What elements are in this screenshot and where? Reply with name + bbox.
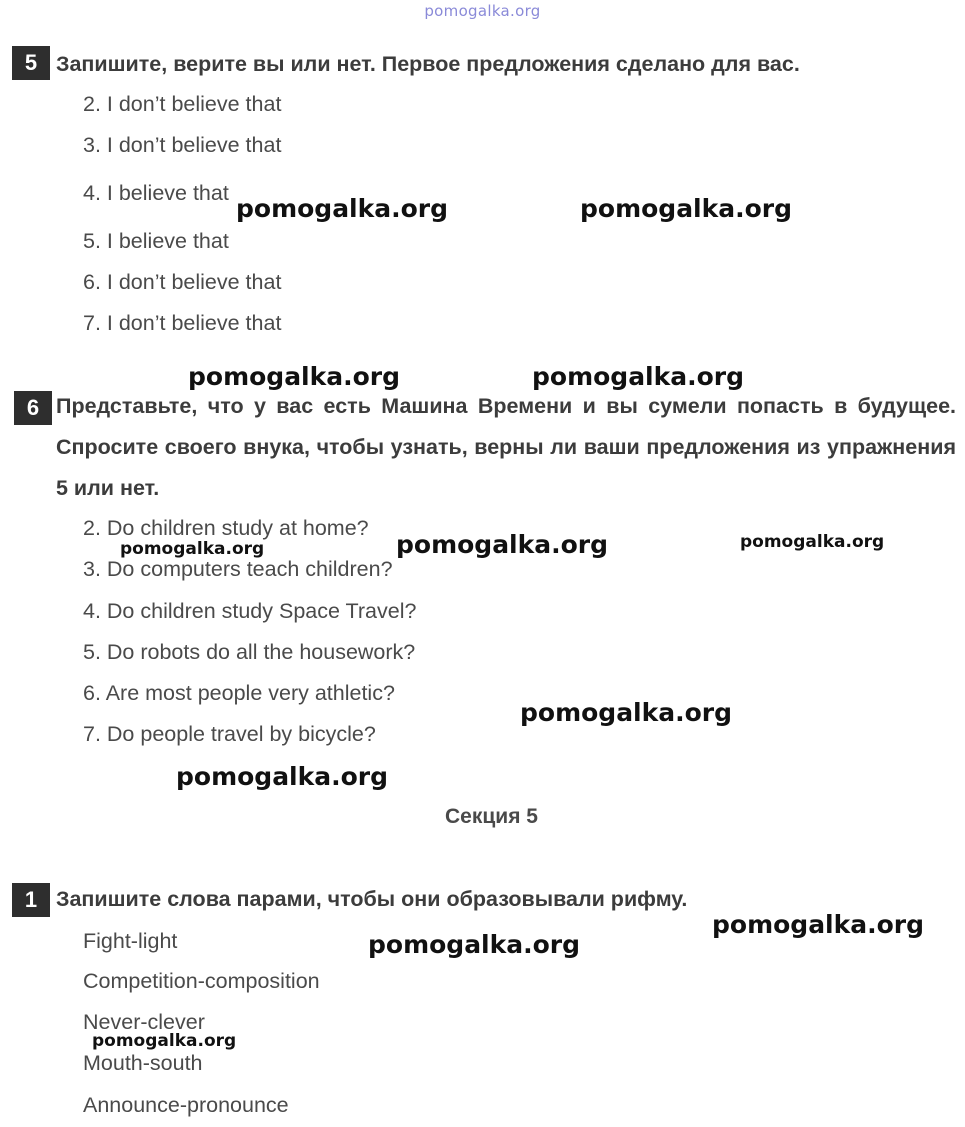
- watermark: pomogalka.org: [740, 532, 885, 552]
- exercise-6-item: 3. Do computers teach children?: [83, 557, 393, 581]
- exercise-5-item: 3. I don’t believe that: [83, 133, 282, 157]
- exercise-6-item: 2. Do children study at home?: [83, 516, 369, 540]
- exercise-1-item: Competition-composition: [83, 969, 320, 993]
- exercise-1-item: Mouth-south: [83, 1051, 203, 1075]
- exercise-6-badge: 6: [14, 391, 52, 425]
- exercise-1-badge: 1: [12, 883, 50, 917]
- exercise-5-item: 4. I believe that: [83, 181, 229, 205]
- watermark: pomogalka.org: [236, 194, 449, 223]
- exercise-6-task: Представьте, что у вас есть Машина Времени и вы сумели попасть в будущее. Спросите своего внука, чтобы узнать, верны ли ваши предложения из упражнения 5 или нет.: [56, 394, 956, 500]
- watermark: pomogalka.org: [712, 910, 925, 939]
- watermark: pomogalka.org: [188, 362, 401, 391]
- exercise-6-item: 7. Do people travel by bicycle?: [83, 722, 376, 746]
- exercise-6-item: 4. Do children study Space Travel?: [83, 599, 417, 623]
- exercise-6-item: 5. Do robots do all the housework?: [83, 640, 416, 664]
- exercise-5-item: 2. I don’t believe that: [83, 92, 282, 116]
- watermark: pomogalka.org: [520, 698, 733, 727]
- exercise-5-task: Запишите, верите вы или нет. Первое предложения сделано для вас.: [56, 52, 800, 76]
- watermark: pomogalka.org: [176, 762, 389, 791]
- watermark: pomogalka.org: [396, 530, 609, 559]
- exercise-5-item: 5. I believe that: [83, 229, 229, 253]
- watermark: pomogalka.org: [580, 194, 793, 223]
- watermark: pomogalka.org: [92, 1031, 237, 1051]
- section-title: Секция 5: [445, 805, 538, 828]
- watermark: pomogalka.org: [368, 930, 581, 959]
- watermark: pomogalka.org: [120, 539, 265, 559]
- exercise-5-item: 6. I don’t believe that: [83, 270, 282, 294]
- exercise-5-item: 7. I don’t believe that: [83, 311, 282, 335]
- exercise-5-badge: 5: [12, 46, 50, 80]
- exercise-1-item: Announce-pronounce: [83, 1093, 289, 1117]
- watermark: pomogalka.org: [532, 362, 745, 391]
- exercise-1-task: Запишите слова парами, чтобы они образовывали рифму.: [56, 887, 688, 911]
- exercise-1-item: Never-clever: [83, 1010, 205, 1034]
- exercise-6-item: 6. Are most people very athletic?: [83, 681, 395, 705]
- header-watermark: pomogalka.org: [424, 2, 541, 20]
- exercise-1-item: Fight-light: [83, 929, 178, 953]
